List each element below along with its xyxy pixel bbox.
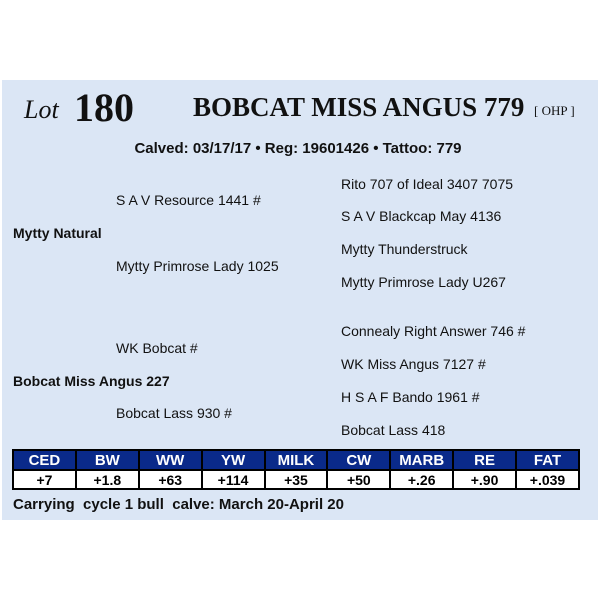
pedigree-dam-sire-sire: Connealy Right Answer 746 # bbox=[341, 323, 526, 339]
epd-value-cw: +50 bbox=[327, 470, 390, 489]
lot-label: Lot bbox=[24, 95, 59, 124]
pedigree-sire-dam-dam: Mytty Primrose Lady U267 bbox=[341, 274, 506, 290]
epd-header-bw: BW bbox=[76, 450, 139, 470]
epd-value-ced: +7 bbox=[13, 470, 76, 489]
epd-header-yw: YW bbox=[202, 450, 265, 470]
animal-tag: [ OHP ] bbox=[534, 103, 575, 118]
epd-header-row bbox=[13, 450, 579, 470]
epd-header-fat: FAT bbox=[516, 450, 579, 470]
epd-value-re: +.90 bbox=[453, 470, 516, 489]
epd-value-ww: +63 bbox=[139, 470, 202, 489]
epd-header-milk: MILK bbox=[265, 450, 328, 470]
epd-value-yw: +114 bbox=[202, 470, 265, 489]
epd-header-ww: WW bbox=[139, 450, 202, 470]
pedigree-sire-sire: S A V Resource 1441 # bbox=[116, 192, 261, 208]
lot-number: 180 bbox=[74, 85, 134, 130]
epd-value-row bbox=[13, 470, 579, 489]
epd-table bbox=[12, 449, 580, 490]
epd-value-marb: +.26 bbox=[390, 470, 453, 489]
pedigree-sire: Mytty Natural bbox=[13, 225, 102, 241]
epd-header-re: RE bbox=[453, 450, 516, 470]
epd-value-bw: +1.8 bbox=[76, 470, 139, 489]
pedigree-dam-dam-sire: H S A F Bando 1961 # bbox=[341, 389, 480, 405]
pedigree-dam-sire-dam: WK Miss Angus 7127 # bbox=[341, 356, 486, 372]
pedigree-dam-dam-dam: Bobcat Lass 418 bbox=[341, 422, 446, 438]
pedigree-sire-dam-sire: Mytty Thunderstruck bbox=[341, 241, 468, 257]
pedigree-dam-dam: Bobcat Lass 930 # bbox=[116, 405, 232, 421]
info-line: Calved: 03/17/17 • Reg: 19601426 • Tattoo: 779 bbox=[134, 140, 462, 157]
pedigree-sire-sire-sire: Rito 707 of Ideal 3407 7075 bbox=[341, 176, 514, 192]
epd-header-ced: CED bbox=[13, 450, 76, 470]
pedigree-dam-sire: WK Bobcat # bbox=[116, 340, 198, 356]
epd-header-cw: CW bbox=[327, 450, 390, 470]
epd-header-marb: MARB bbox=[390, 450, 453, 470]
animal-name: BOBCAT MISS ANGUS 779 bbox=[193, 92, 525, 122]
pedigree-sire-dam: Mytty Primrose Lady 1025 bbox=[116, 258, 279, 274]
epd-value-fat: +.039 bbox=[516, 470, 579, 489]
pedigree-dam: Bobcat Miss Angus 227 bbox=[13, 373, 170, 389]
footer-note: Carrying cycle 1 bull calve: March 20-April 20 bbox=[13, 496, 344, 513]
epd-value-milk: +35 bbox=[265, 470, 328, 489]
pedigree-sire-sire-dam: S A V Blackcap May 4136 bbox=[341, 208, 502, 224]
